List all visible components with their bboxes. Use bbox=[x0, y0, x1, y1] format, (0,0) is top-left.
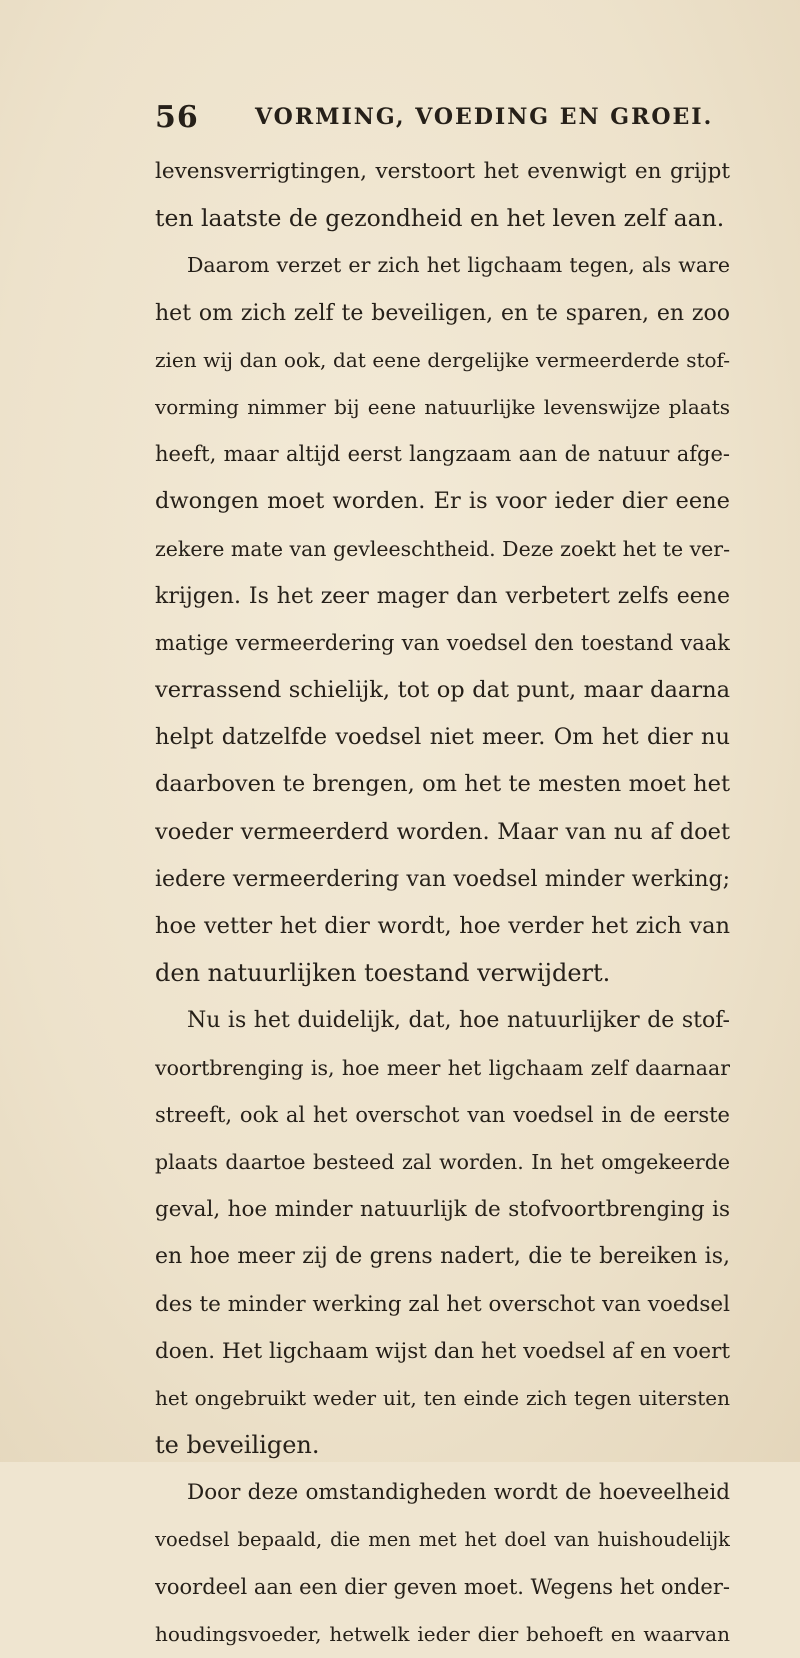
text-line: voedsel bepaald, die men met het doel van huishoudelijk bbox=[155, 1528, 730, 1552]
text-line: hoe vetter het dier wordt, hoe verder het zich van bbox=[155, 913, 730, 939]
body-text bbox=[155, 148, 730, 1658]
text-line: zekere mate van gevleeschtheid. Deze zoekt het te ver- bbox=[155, 536, 730, 561]
page-number: 56 bbox=[155, 100, 199, 135]
text-line: ten laatste de gezondheid en het leven zelf aan. bbox=[155, 204, 725, 233]
text-line: het ongebruikt weder uit, ten einde zich tegen uitersten bbox=[155, 1385, 730, 1410]
running-title: VORMING, VOEDING EN GROEI. bbox=[255, 104, 714, 130]
text-line: den natuurlijken toestand verwijdert. bbox=[155, 959, 611, 988]
text-line: en hoe meer zij de grens nadert, die te bereiken is, bbox=[155, 1244, 730, 1270]
text-line: zien wij dan ook, dat eene dergelijke vermeerderde stof- bbox=[155, 347, 730, 372]
text-line: voordeel aan een dier geven moet. Wegens het onder- bbox=[155, 1574, 730, 1599]
text-line: houdingsvoeder, hetwelk ieder dier behoeft en waarvan bbox=[155, 1621, 730, 1646]
text-line: matige vermeerdering van voedsel den toestand vaak bbox=[155, 630, 730, 655]
text-line: des te minder werking zal het overschot van voedsel bbox=[155, 1291, 730, 1317]
text-line: helpt datzelfde voedsel niet meer. Om het dier nu bbox=[155, 724, 730, 751]
text-line: levensverrigtingen, verstoort het evenwigt en grijpt bbox=[155, 159, 730, 184]
text-line: te beveiligen. bbox=[155, 1431, 320, 1460]
text-line: doen. Het ligchaam wijst dan het voedsel af en voert bbox=[155, 1338, 730, 1364]
text-line: vorming nimmer bij eene natuurlijke levenswijze plaats bbox=[155, 394, 730, 419]
text-line: het om zich zelf te beveiligen, en te sparen, en zoo bbox=[155, 300, 730, 326]
text-line: Daarom verzet er zich het ligchaam tegen, als ware bbox=[187, 253, 730, 278]
text-line: voortbrenging is, hoe meer het ligchaam zelf daarnaar bbox=[155, 1055, 730, 1080]
text-line: streeft, ook al het overschot van voedsel in de eerste bbox=[155, 1102, 730, 1127]
page-header bbox=[155, 100, 715, 144]
text-line: Nu is het duidelijk, dat, hoe natuurlijker de stof- bbox=[187, 1008, 730, 1034]
text-line: plaats daartoe besteed zal worden. In het omgekeerde bbox=[155, 1149, 730, 1174]
text-line: iedere vermeerdering van voedsel minder werking; bbox=[155, 866, 730, 892]
text-line: daarboven te brengen, om het te mesten moet het bbox=[155, 771, 730, 798]
text-line: krijgen. Is het zeer mager dan verbetert zelfs eene bbox=[155, 583, 730, 609]
text-line: Door deze omstandigheden wordt de hoeveelheid bbox=[187, 1480, 730, 1506]
text-line: geval, hoe minder natuurlijk de stofvoortbrenging is bbox=[155, 1197, 730, 1223]
text-line: voeder vermeerderd worden. Maar van nu af doet bbox=[155, 818, 730, 845]
text-line: dwongen moet worden. Er is voor ieder dier eene bbox=[155, 488, 730, 515]
text-line: verrassend schielijk, tot op dat punt, maar daarna bbox=[155, 677, 730, 704]
text-line: heeft, maar altijd eerst langzaam aan de natuur afge- bbox=[155, 442, 730, 467]
